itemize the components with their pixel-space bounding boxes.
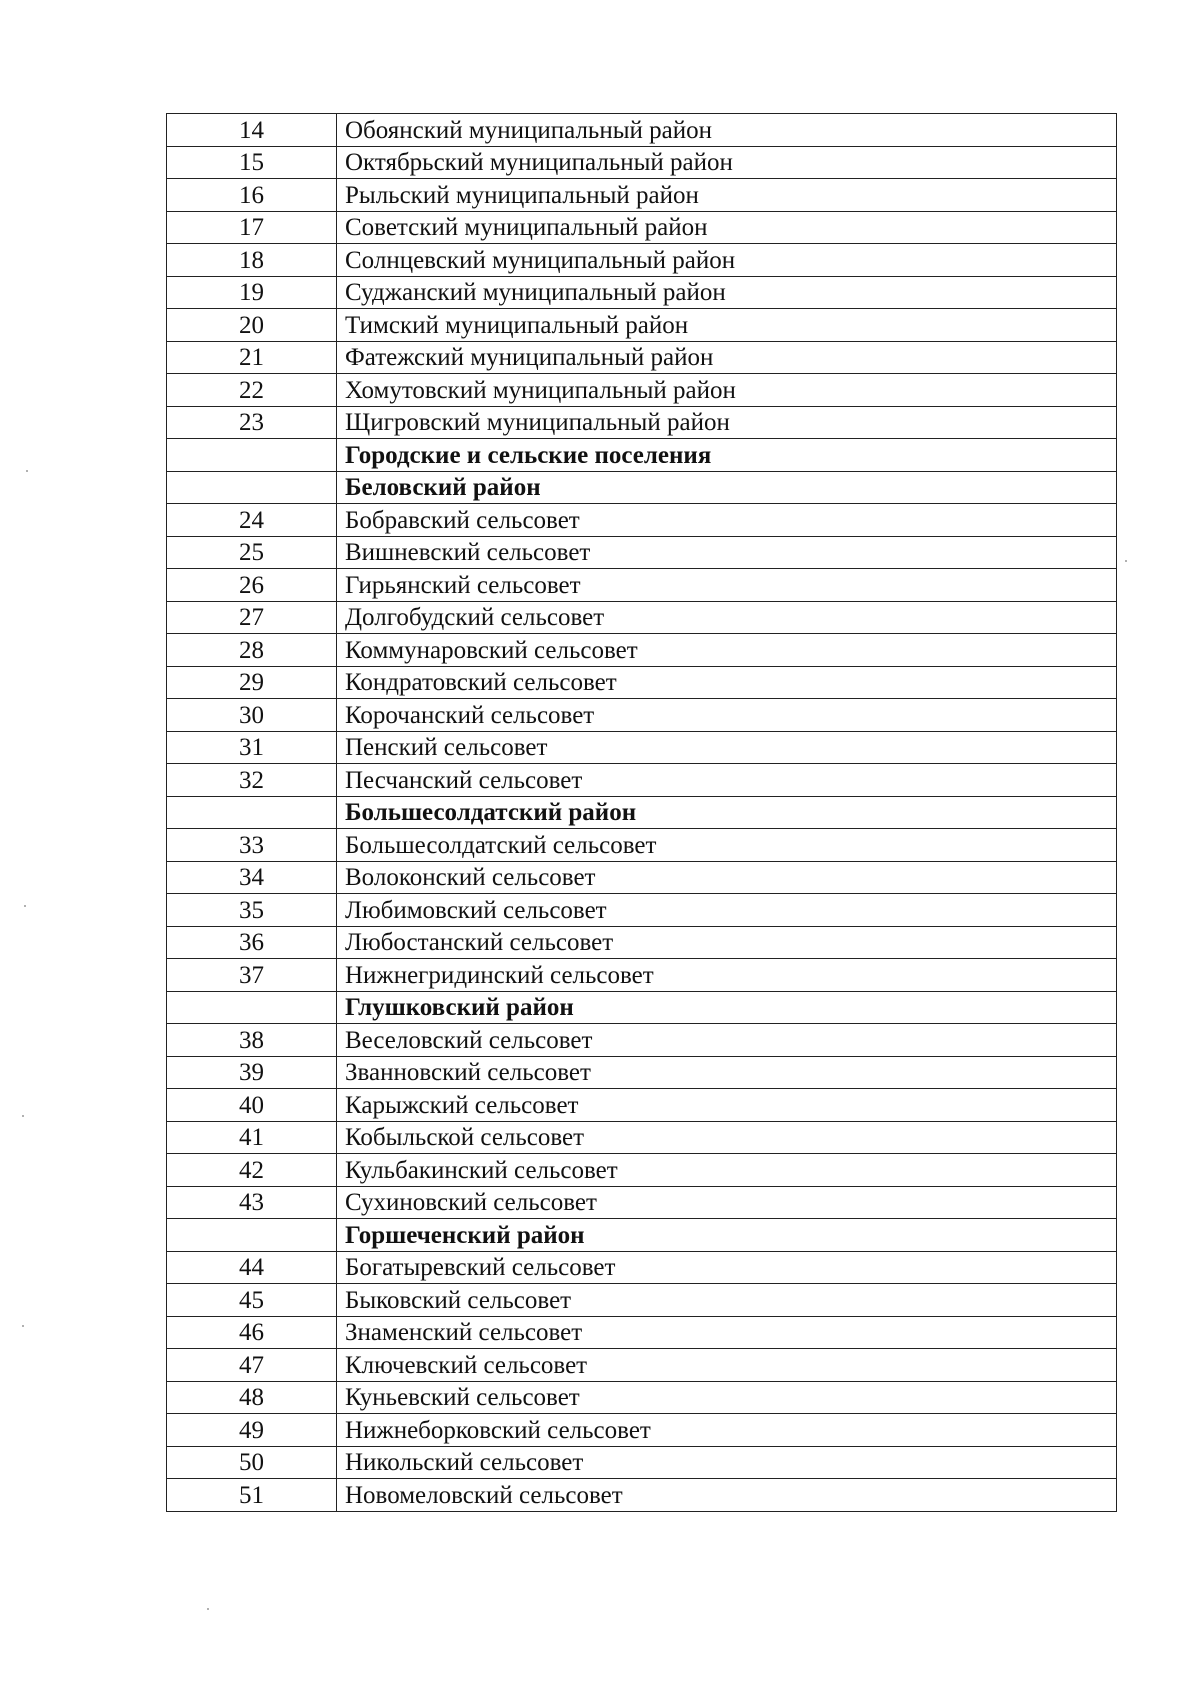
row-number: 45	[167, 1284, 337, 1317]
row-number: 23	[167, 406, 337, 439]
settlement-name: Фатежский муниципальный район	[337, 341, 1117, 374]
row-number: 18	[167, 244, 337, 277]
row-number: 26	[167, 569, 337, 602]
section-header-row	[167, 991, 1117, 1024]
row-number	[167, 991, 337, 1024]
row-number: 39	[167, 1056, 337, 1089]
settlement-name: Бобравский сельсовет	[337, 504, 1117, 537]
row-number: 36	[167, 926, 337, 959]
row-number: 29	[167, 666, 337, 699]
table-row	[167, 536, 1117, 569]
settlement-name: Рыльский муниципальный район	[337, 179, 1117, 212]
table-row	[167, 276, 1117, 309]
row-number	[167, 439, 337, 472]
table-row	[167, 1381, 1117, 1414]
settlement-name: Куньевский сельсовет	[337, 1381, 1117, 1414]
settlement-name: Солнцевский муниципальный район	[337, 244, 1117, 277]
settlement-name: Сухиновский сельсовет	[337, 1186, 1117, 1219]
row-number: 21	[167, 341, 337, 374]
table-row	[167, 1446, 1117, 1479]
row-number: 35	[167, 894, 337, 927]
section-title: Большесолдатский район	[337, 796, 1117, 829]
row-number: 46	[167, 1316, 337, 1349]
row-number: 15	[167, 146, 337, 179]
settlement-name: Вишневский сельсовет	[337, 536, 1117, 569]
settlement-name: Новомеловский сельсовет	[337, 1479, 1117, 1512]
table-row	[167, 1121, 1117, 1154]
section-header-row	[167, 1219, 1117, 1252]
settlement-name: Званновский сельсовет	[337, 1056, 1117, 1089]
row-number	[167, 1219, 337, 1252]
settlement-name: Тимский муниципальный район	[337, 309, 1117, 342]
table-row	[167, 666, 1117, 699]
row-number: 42	[167, 1154, 337, 1187]
scan-speck	[1125, 560, 1127, 562]
table-row	[167, 179, 1117, 212]
row-number: 22	[167, 374, 337, 407]
table-row	[167, 1284, 1117, 1317]
settlement-name: Кобыльской сельсовет	[337, 1121, 1117, 1154]
table-row	[167, 406, 1117, 439]
settlements-table	[166, 113, 1117, 1512]
row-number	[167, 796, 337, 829]
row-number: 20	[167, 309, 337, 342]
row-number: 27	[167, 601, 337, 634]
section-header-row	[167, 439, 1117, 472]
table-row	[167, 1414, 1117, 1447]
settlement-name: Волоконский сельсовет	[337, 861, 1117, 894]
settlement-name: Коммунаровский сельсовет	[337, 634, 1117, 667]
table-row	[167, 1024, 1117, 1057]
row-number: 49	[167, 1414, 337, 1447]
settlement-name: Советский муниципальный район	[337, 211, 1117, 244]
table-body	[167, 114, 1117, 1512]
settlement-name: Быковский сельсовет	[337, 1284, 1117, 1317]
row-number: 43	[167, 1186, 337, 1219]
row-number: 17	[167, 211, 337, 244]
scan-speck	[22, 1325, 24, 1327]
settlement-name: Корочанский сельсовет	[337, 699, 1117, 732]
row-number: 25	[167, 536, 337, 569]
section-title: Горшеченский район	[337, 1219, 1117, 1252]
settlement-name: Кондратовский сельсовет	[337, 666, 1117, 699]
settlement-name: Кульбакинский сельсовет	[337, 1154, 1117, 1187]
table-row	[167, 926, 1117, 959]
table-row	[167, 504, 1117, 537]
settlement-name: Знаменский сельсовет	[337, 1316, 1117, 1349]
settlement-name: Богатыревский сельсовет	[337, 1251, 1117, 1284]
section-title: Глушковский район	[337, 991, 1117, 1024]
section-header-row	[167, 471, 1117, 504]
settlement-name: Щигровский муниципальный район	[337, 406, 1117, 439]
table-row	[167, 829, 1117, 862]
table-row	[167, 1349, 1117, 1382]
section-title: Беловский район	[337, 471, 1117, 504]
settlement-name: Ключевский сельсовет	[337, 1349, 1117, 1382]
row-number: 32	[167, 764, 337, 797]
settlement-name: Большесолдатский сельсовет	[337, 829, 1117, 862]
row-number: 28	[167, 634, 337, 667]
row-number: 14	[167, 114, 337, 147]
settlement-name: Обоянский муниципальный район	[337, 114, 1117, 147]
settlement-name: Карыжский сельсовет	[337, 1089, 1117, 1122]
row-number: 37	[167, 959, 337, 992]
table-row	[167, 244, 1117, 277]
table-row	[167, 1479, 1117, 1512]
scan-speck	[26, 470, 28, 472]
row-number: 34	[167, 861, 337, 894]
settlement-name: Веселовский сельсовет	[337, 1024, 1117, 1057]
table-row	[167, 374, 1117, 407]
scan-speck	[24, 905, 26, 907]
settlement-name: Долгобудский сельсовет	[337, 601, 1117, 634]
settlement-name: Песчанский сельсовет	[337, 764, 1117, 797]
scan-speck	[22, 1115, 24, 1117]
settlement-name: Нижнеборковский сельсовет	[337, 1414, 1117, 1447]
settlement-name: Хомутовский муниципальный район	[337, 374, 1117, 407]
settlement-name: Октябрьский муниципальный район	[337, 146, 1117, 179]
table-row	[167, 341, 1117, 374]
table-row	[167, 309, 1117, 342]
row-number: 33	[167, 829, 337, 862]
row-number: 51	[167, 1479, 337, 1512]
table-row	[167, 764, 1117, 797]
table-row	[167, 569, 1117, 602]
settlement-name: Любостанский сельсовет	[337, 926, 1117, 959]
table-row	[167, 699, 1117, 732]
settlement-name: Гирьянский сельсовет	[337, 569, 1117, 602]
row-number: 16	[167, 179, 337, 212]
settlement-name: Нижнегридинский сельсовет	[337, 959, 1117, 992]
table-row	[167, 1154, 1117, 1187]
table-row	[167, 146, 1117, 179]
scan-speck	[207, 1608, 209, 1610]
row-number	[167, 471, 337, 504]
table-row	[167, 1316, 1117, 1349]
settlement-name: Никольский сельсовет	[337, 1446, 1117, 1479]
section-header-row	[167, 796, 1117, 829]
table-row	[167, 1089, 1117, 1122]
row-number: 50	[167, 1446, 337, 1479]
settlement-name: Пенский сельсовет	[337, 731, 1117, 764]
table-row	[167, 731, 1117, 764]
settlement-name: Любимовский сельсовет	[337, 894, 1117, 927]
table-row	[167, 211, 1117, 244]
row-number: 19	[167, 276, 337, 309]
row-number: 30	[167, 699, 337, 732]
row-number: 47	[167, 1349, 337, 1382]
table-row	[167, 1186, 1117, 1219]
row-number: 40	[167, 1089, 337, 1122]
table-row	[167, 959, 1117, 992]
row-number: 24	[167, 504, 337, 537]
settlement-name: Суджанский муниципальный район	[337, 276, 1117, 309]
table-row	[167, 1251, 1117, 1284]
table-row	[167, 1056, 1117, 1089]
table-row	[167, 894, 1117, 927]
row-number: 38	[167, 1024, 337, 1057]
row-number: 48	[167, 1381, 337, 1414]
table-row	[167, 601, 1117, 634]
table-row	[167, 634, 1117, 667]
row-number: 41	[167, 1121, 337, 1154]
table-row	[167, 861, 1117, 894]
row-number: 31	[167, 731, 337, 764]
section-title: Городские и сельские поселения	[337, 439, 1117, 472]
row-number: 44	[167, 1251, 337, 1284]
table-row	[167, 114, 1117, 147]
